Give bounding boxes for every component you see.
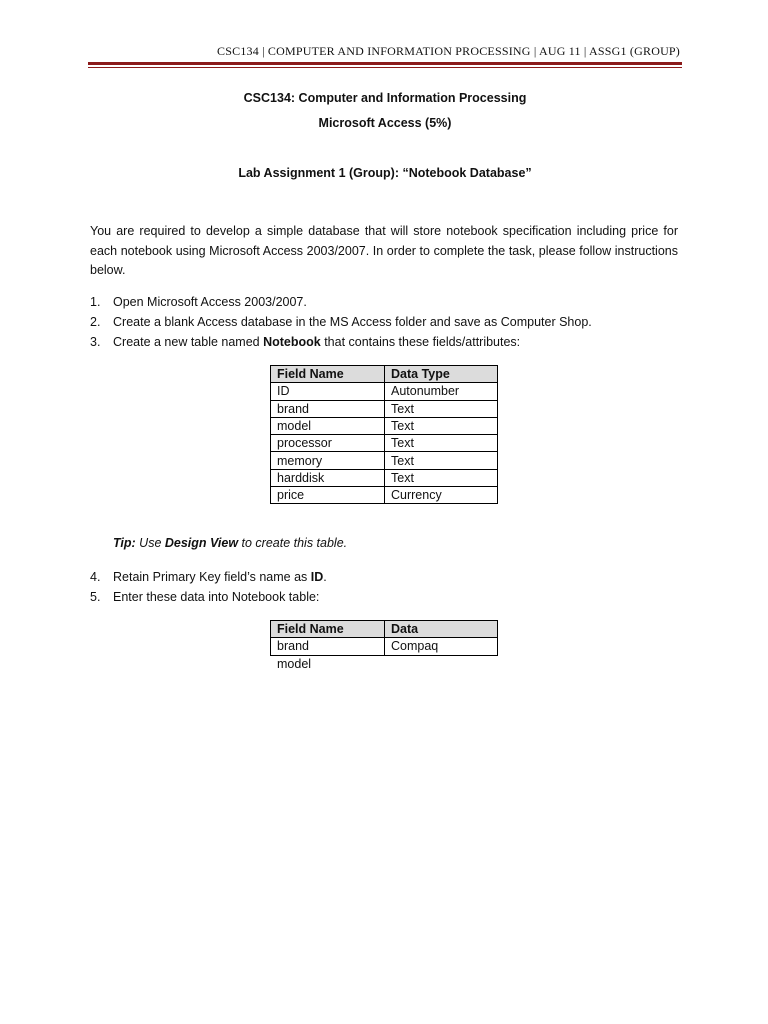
partial-row-label: model	[277, 657, 312, 671]
steps-list-continued	[90, 567, 680, 607]
step-number: 5.	[90, 590, 101, 604]
table-cell: Text	[385, 452, 498, 469]
doc-subtitle: Microsoft Access (5%)	[318, 116, 452, 130]
table-row	[271, 383, 498, 400]
table-cell: Text	[385, 435, 498, 452]
step-text-post: that contains these fields/attributes:	[320, 335, 521, 349]
table-row	[271, 452, 498, 469]
table-cell: brand	[271, 400, 385, 417]
table-cell: Compaq	[385, 638, 498, 655]
step-number: 1.	[90, 295, 101, 309]
step-text-pre: Create a new table named	[113, 335, 264, 349]
table-cell: ID	[271, 383, 385, 400]
step-text: Open Microsoft Access 2003/2007.	[113, 295, 307, 309]
tip-post: to create this table.	[238, 536, 348, 550]
step-text-post: .	[323, 570, 327, 584]
table-cell: brand	[271, 638, 385, 655]
intro-paragraph: You are required to develop a simple database that will store notebook specification including price for each notebook using Microsoft Access 2003/2007. In order to complete the task, please follow instructions below.	[90, 224, 678, 277]
table-row	[271, 435, 498, 452]
step-number: 4.	[90, 570, 101, 584]
data-table	[270, 620, 498, 656]
table-cell: Text	[385, 400, 498, 417]
step-5	[90, 587, 680, 607]
table-cell: price	[271, 487, 385, 504]
table-row	[271, 400, 498, 417]
step-number: 3.	[90, 335, 101, 349]
step-3	[90, 332, 680, 352]
running-header: CSC134 | COMPUTER AND INFORMATION PROCESSING | AUG 11 | ASSG1 (GROUP)	[217, 44, 680, 58]
step-4	[90, 567, 680, 587]
table-row	[271, 469, 498, 486]
tip-label: Tip:	[113, 536, 136, 550]
table-header-row	[271, 621, 498, 638]
table-cell: processor	[271, 435, 385, 452]
tip-bold: Design View	[164, 536, 239, 550]
header-rule-thin	[88, 67, 682, 68]
table-cell: Text	[385, 417, 498, 434]
table-row	[271, 417, 498, 434]
step-2	[90, 312, 680, 332]
table-row	[271, 638, 498, 655]
fields-table	[270, 365, 498, 504]
tip-note	[113, 536, 347, 550]
step-text: Create a blank Access database in the MS Access folder and save as Computer Shop.	[113, 315, 592, 329]
header-rule-thick	[88, 62, 682, 65]
steps-list	[90, 292, 680, 352]
step-text-pre: Retain Primary Key field’s name as	[113, 570, 311, 584]
tip-pre: Use	[135, 536, 165, 550]
table-cell: Text	[385, 469, 498, 486]
header-cell: Data	[385, 621, 498, 638]
table-cell: memory	[271, 452, 385, 469]
header-cell: Field Name	[271, 621, 385, 638]
step-text: Enter these data into Notebook table:	[113, 590, 320, 604]
table-cell: Autonumber	[385, 383, 498, 400]
table-cell: harddisk	[271, 469, 385, 486]
step-number: 2.	[90, 315, 101, 329]
step-text-bold: Notebook	[263, 335, 321, 349]
assignment-title: Lab Assignment 1 (Group): “Notebook Database”	[238, 166, 532, 180]
header-cell: Data Type	[385, 366, 498, 383]
table-cell: Currency	[385, 487, 498, 504]
header-cell: Field Name	[271, 366, 385, 383]
step-text-bold: ID	[310, 570, 324, 584]
table-cell: model	[271, 417, 385, 434]
table-row	[271, 487, 498, 504]
table-header-row	[271, 366, 498, 383]
doc-title: CSC134: Computer and Information Processing	[243, 91, 527, 105]
step-1	[90, 292, 680, 312]
